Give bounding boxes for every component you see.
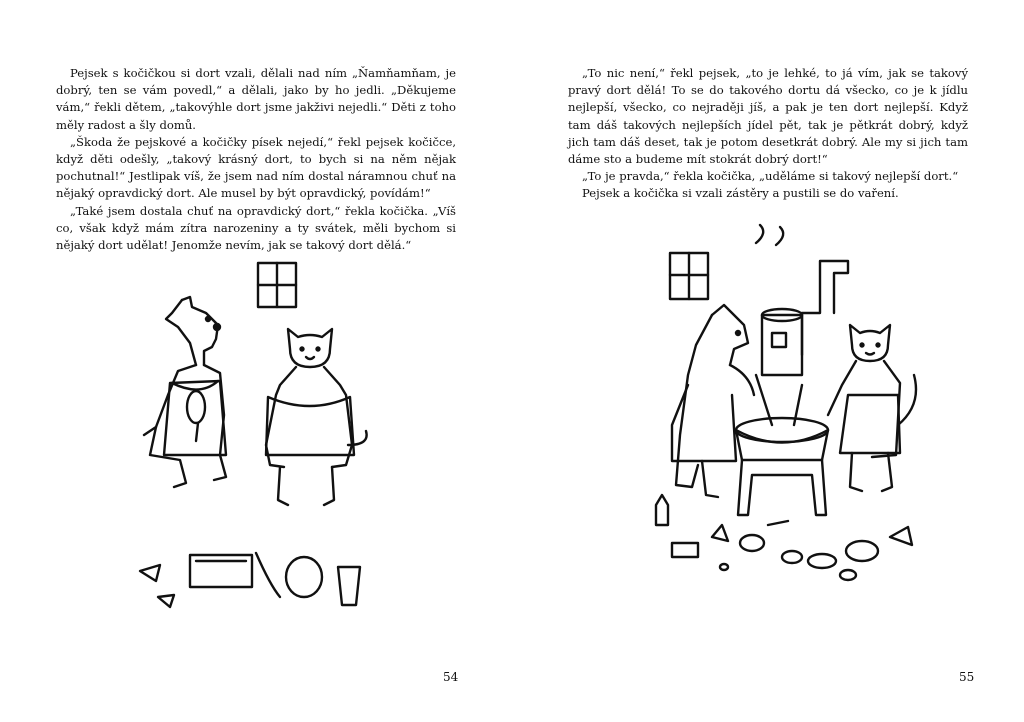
paragraph: Pejsek s kočičkou si dort vzali, dělali nad ním „Ňamňamňam, je dobrý, ten se vám povedl,“ a dělali, jako by ho jedli. „Děkujeme vám,“ řekli dětem, „takovýhle dort jsme jakživi nejedli.“ Děti z toho měly radost a šly domů. <box>56 66 456 132</box>
right-page-text <box>568 65 968 203</box>
illustration-dog-and-cat-in-aprons <box>120 255 390 615</box>
paragraph: „To je pravda,“ řekla kočička, „uděláme si takový nejlepší dort.“ <box>582 169 959 184</box>
paragraph: „Také jsem dostala chuť na opravdický dort,“ řekla kočička. „Víš co, však když mám zítra narozeniny a ty svátek, měli bychom si nějaký dort udělat! Jenomže nevím, jak se takový dort dělá.“ <box>56 203 456 253</box>
page-number: 55 <box>959 670 975 684</box>
illustration-dog-and-cat-cooking <box>652 225 982 585</box>
left-page-text <box>56 65 456 254</box>
paragraph: Pejsek a kočička si vzali zástěry a pustili se do vaření. <box>582 186 899 201</box>
page-number: 54 <box>443 670 459 684</box>
paragraph: „To nic není,“ řekl pejsek, „to je lehké, to já vím, jak se takový pravý dort dělá! To se do takového dortu dá všecko, co je k jídlu nejlepší, všecko, co nejraději jíš, a pak je ten dort nejlepší. Když tam dáš takových nejlepších jídel pět, tak je pětkrát dobrý, když jich tam dáš deset, tak je potom desetkrát dobrý. Ale my si jich tam dáme sto a budeme mít stokrát dobrý dort!“ <box>568 66 968 167</box>
paragraph: „Škoda že pejskové a kočičky písek nejedí,“ řekl pejsek kočičce, když děti odešly, „takový krásný dort, to bych si na něm nějak pochutnal!“ Jestlipak víš, že jsem nad ním dostal náramnou chuť na nějaký opravdický dort. Ale musel by být opravdický, povídám!“ <box>56 134 456 201</box>
right-page <box>512 0 1024 722</box>
